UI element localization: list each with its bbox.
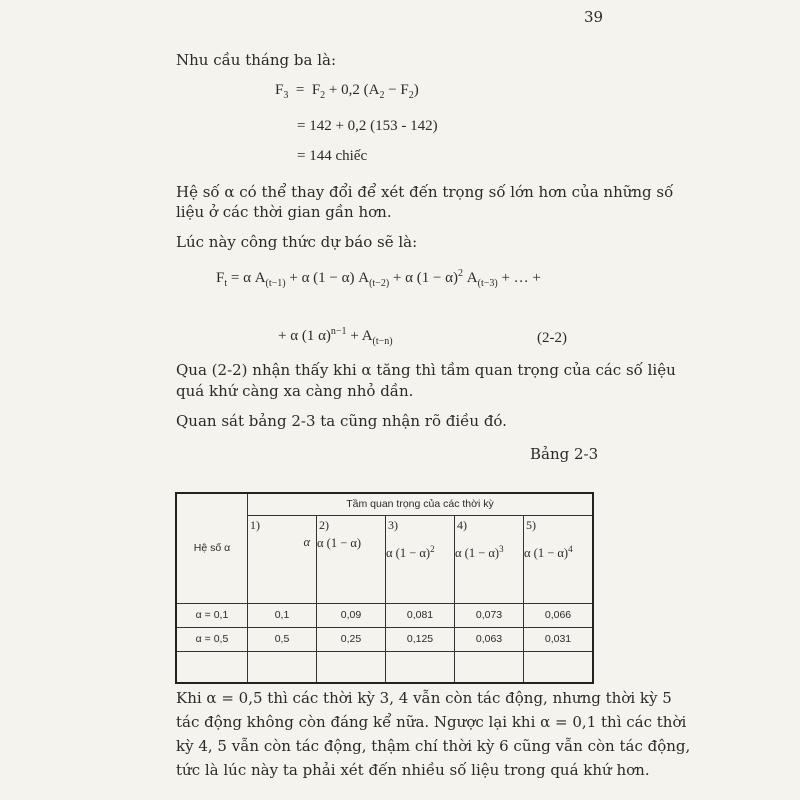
paragraph-3-line-2: quá khứ càng xa càng nhỏ dần. [176,382,414,400]
table-cell: 0,1 [248,603,317,627]
paragraph-5-line-4: tức là lúc này ta phải xét đến nhiều số liệu trong quá khứ hơn. [176,761,650,779]
table-cell: 0,073 [455,603,524,627]
paragraph-1-line-1: Hệ số α có thể thay đổi để xét đến trọng số lớn hơn của những số [176,183,674,201]
paragraph-1-line-2: liệu ở các thời gian gần hơn. [176,203,392,221]
table-cell: 0,25 [317,627,386,651]
paragraph-5-line-3: kỳ 4, 5 vẫn còn tác động, thậm chí thời kỳ 6 cũng vẫn còn tác động, [176,737,691,755]
formula-tag: (2-2) [537,330,567,346]
table-caption: Bảng 2-3 [530,445,599,463]
paragraph-5-line-1: Khi α = 0,5 thì các thời kỳ 3, 4 vẫn còn tác động, nhưng thời kỳ 5 [176,689,672,707]
table-row [176,603,593,627]
paragraph-3-line-1: Qua (2-2) nhận thấy khi α tăng thì tầm quan trọng của các số liệu [176,361,676,379]
table-cell: 0,066 [524,603,594,627]
paragraph-2: Lúc này công thức dự báo sẽ là: [176,233,418,251]
row-label: α = 0,1 [176,603,248,627]
equation-step2: = 142 + 0,2 (153 - 142) [297,118,438,134]
column-header-4: 4) α $(1 - \alpha)^3$ [455,515,524,603]
paragraph-4: Quan sát bảng 2-3 ta cũng nhận rõ điều đó. [176,412,507,430]
table-row [176,627,593,651]
importance-group-header: Tầm quan trọng của các thời kỳ [248,493,594,515]
table-cell: 0,09 [317,603,386,627]
table-cell: 0,063 [455,627,524,651]
paragraph-5-line-2: tác động không còn đáng kể nữa. Ngược lại khi α = 0,1 thì các thời [176,713,687,731]
column-header-2: 2) α (1 − α) [317,515,386,603]
forecast-formula-line-2: + α (1 $\alpha)^{n-1} + A_{(t-n)}$ [278,326,393,347]
column-header-3: 3) α $(1 - \alpha)^2$ [386,515,455,603]
table-cell: 0,031 [524,627,594,651]
forecast-formula-line-1: $F_t = \alpha$ $A_{(t-1)} + \alpha$ (1 − α) $A_{(t-2)} + \alpha$ $(1 - \alpha)^2$ $A_{(t-3)}$ + … + [216,268,541,289]
row-label: α = 0,5 [176,627,248,651]
column-header-5: 5) α $(1 - \alpha)^4$ [524,515,594,603]
importance-table [175,492,594,684]
table-cell: 0,125 [386,627,455,651]
page-number: 39 [584,8,604,26]
intro-line: Nhu cầu tháng ba là: [176,51,337,69]
equation-f3: $F_3 = F_2 + 0,2$ $(A_2 - F_2)$ [275,82,419,101]
table-cell: 0,5 [248,627,317,651]
alpha-header: Hệ số α [176,493,248,603]
column-header-1: 1) α [248,515,317,603]
table-cell: 0,081 [386,603,455,627]
table-spacer-row [176,651,593,683]
equation-result: = 144 chiếc [297,148,368,164]
